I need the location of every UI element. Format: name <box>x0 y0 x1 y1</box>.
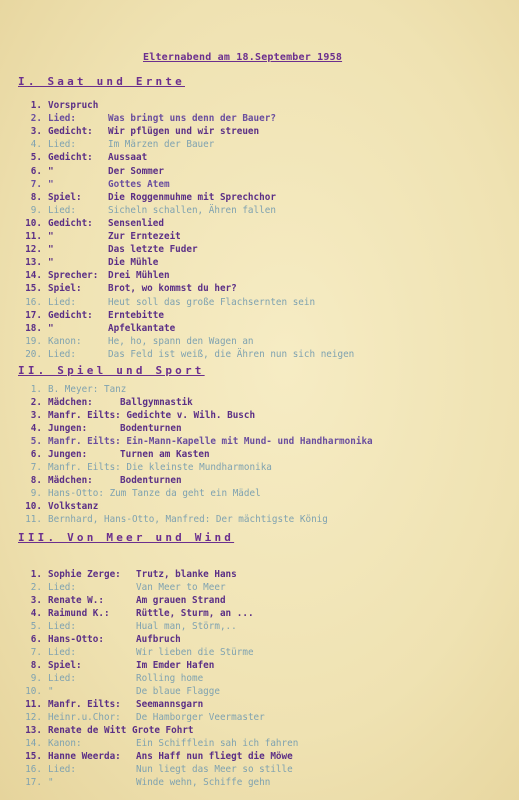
item-number: 3. <box>30 126 42 138</box>
program-item <box>0 323 519 335</box>
item-title: Die Mühle <box>108 257 159 269</box>
item-title: Heut soll das große Flachsernten sein <box>108 296 316 308</box>
item-performer: " <box>48 686 54 697</box>
item-title: He, ho, spann den Wagen an <box>108 335 254 347</box>
item-performer: Gedicht: <box>48 126 93 138</box>
program-item <box>0 488 519 500</box>
item-performer: Spiel: <box>48 660 82 671</box>
item-title: Der Sommer <box>108 165 164 177</box>
program-item <box>0 179 519 191</box>
item-number: 1. <box>30 100 42 111</box>
item-title: Winde wehn, Schiffe gehn <box>136 777 271 788</box>
item-performer: Manfr. Eilts: <box>48 699 121 710</box>
item-performer: Mädchen: <box>48 397 93 408</box>
item-title: Aussaat <box>108 152 148 164</box>
item-performer: Gedicht: <box>48 309 93 321</box>
program-item <box>0 270 519 282</box>
item-title: Die Roggenmuhme mit Sprechchor <box>108 191 276 203</box>
item-number: 9. <box>30 204 42 216</box>
program-item <box>0 231 519 243</box>
item-number: 3. <box>30 595 42 606</box>
item-title: Ballgymnastik <box>120 397 193 408</box>
item-number: 10. <box>25 686 42 697</box>
item-performer: " <box>48 244 54 256</box>
program-item <box>0 126 519 138</box>
item-number: 8. <box>30 191 42 203</box>
program-item <box>0 738 519 750</box>
item-performer: Lied: <box>48 764 76 775</box>
program-item <box>0 297 519 309</box>
item-performer: Vorspruch <box>48 100 99 111</box>
program-item <box>0 462 519 474</box>
item-number: 9. <box>30 673 42 684</box>
item-performer: " <box>48 257 54 269</box>
item-performer: Spiel: <box>48 283 82 295</box>
item-text: Renate de Witt Grote Fohrt <box>48 725 194 736</box>
item-text: Manfr. Eilts: Ein-Mann-Kapelle mit Mund- und Handharmonika <box>48 436 373 447</box>
program-item <box>0 310 519 322</box>
item-text: Bernhard, Hans-Otto, Manfred: Der mächtigste König <box>48 514 328 525</box>
item-number: 1. <box>30 384 42 395</box>
item-title: Hual man, Störm,.. <box>136 621 237 632</box>
item-performer: Lied: <box>48 113 76 125</box>
item-title: Bodenturnen <box>120 423 182 434</box>
program-item <box>0 514 519 526</box>
item-performer: Lied: <box>48 582 76 593</box>
item-performer: " <box>48 165 54 177</box>
item-number: 16. <box>25 296 42 308</box>
item-number: 12. <box>25 712 42 723</box>
item-number: 15. <box>25 283 42 295</box>
item-title: Das Feld ist weiß, die Ähren nun sich neigen <box>108 348 355 360</box>
item-text: B. Meyer: Tanz <box>48 384 127 395</box>
item-title: Aufbruch <box>136 634 181 645</box>
item-performer: Lied: <box>48 621 76 632</box>
item-title: Zur Erntezeit <box>108 231 181 242</box>
item-number: 15. <box>25 751 42 762</box>
item-title: Am grauen Strand <box>136 595 226 606</box>
item-number: 8. <box>30 660 42 671</box>
item-number: 2. <box>30 582 42 593</box>
item-performer: Lied: <box>48 139 76 151</box>
program-item <box>0 673 519 685</box>
item-number: 3. <box>30 410 42 421</box>
item-title: Ein Schifflein sah ich fahren <box>136 738 299 749</box>
item-title: Turnen am Kasten <box>120 449 210 460</box>
program-item <box>0 608 519 620</box>
item-text: Hans-Otto: Zum Tanze da geht ein Mädel <box>48 488 261 499</box>
item-performer: Lied: <box>48 348 76 360</box>
item-title: Im Märzen der Bauer <box>108 139 215 151</box>
item-performer: Heinr.u.Chor: <box>48 712 121 723</box>
item-performer: " <box>48 322 54 334</box>
program-item <box>0 349 519 361</box>
item-title: Gottes Atem <box>108 178 170 190</box>
page-title: Elternabend am 18.September 1958 <box>143 52 343 63</box>
item-number: 14. <box>25 270 42 282</box>
item-performer: Mädchen: <box>48 475 93 486</box>
item-number: 5. <box>30 621 42 632</box>
item-number: 18. <box>25 322 42 334</box>
item-number: 7. <box>30 178 42 190</box>
item-number: 14. <box>25 738 42 749</box>
item-number: 6. <box>30 449 42 460</box>
program-item <box>0 647 519 659</box>
item-number: 19. <box>25 335 42 347</box>
program-item <box>0 192 519 204</box>
item-title: Trutz, blanke Hans <box>136 569 237 580</box>
item-performer: Lied: <box>48 647 76 658</box>
item-performer: Sophie Zerge: <box>48 569 121 580</box>
item-title: Nun liegt das Meer so stille <box>136 764 293 775</box>
item-title: De Hamborger Veermaster <box>136 712 265 723</box>
item-number: 13. <box>25 725 42 736</box>
program-item <box>0 725 519 737</box>
item-number: 1. <box>30 569 42 580</box>
item-title: Sicheln schallen, Ähren fallen <box>108 204 276 216</box>
item-text: Volkstanz <box>48 501 99 512</box>
item-number: 8. <box>30 475 42 486</box>
item-title: De blaue Flagge <box>136 686 220 697</box>
item-number: 10. <box>25 501 42 512</box>
item-number: 7. <box>30 647 42 658</box>
section-heading-3: III. Von Meer und Wind <box>18 531 235 544</box>
item-performer: Kanon: <box>48 738 82 749</box>
item-performer: Raimund K.: <box>48 608 110 619</box>
item-performer: Gedicht: <box>48 152 93 164</box>
item-title: Im Emder Hafen <box>136 660 215 671</box>
item-title: Erntebitte <box>108 309 164 321</box>
item-title: Ans Haff nun fliegt die Möwe <box>136 751 293 762</box>
item-number: 7. <box>30 462 42 473</box>
program-item <box>0 423 519 435</box>
item-number: 11. <box>25 514 42 525</box>
item-text: Manfr. Eilts: Die kleinste Mundharmonika <box>48 462 272 473</box>
item-performer: " <box>48 231 54 242</box>
program-item <box>0 397 519 409</box>
item-number: 4. <box>30 608 42 619</box>
item-performer: Sprecher: <box>48 270 99 282</box>
item-number: 6. <box>30 634 42 645</box>
item-title: Wir pflügen und wir streuen <box>108 126 260 138</box>
item-number: 11. <box>25 699 42 710</box>
item-number: 17. <box>25 777 42 788</box>
program-item <box>0 660 519 672</box>
item-performer: Lied: <box>48 204 76 216</box>
program-item <box>0 139 519 151</box>
program-item <box>0 582 519 594</box>
program-item <box>0 449 519 461</box>
item-number: 11. <box>25 231 42 242</box>
program-item <box>0 686 519 698</box>
item-performer: Jungen: <box>48 449 88 460</box>
program-item <box>0 475 519 487</box>
item-title: Das letzte Fuder <box>108 244 198 256</box>
item-number: 5. <box>30 152 42 164</box>
item-text: Manfr. Eilts: Gedichte v. Wilh. Busch <box>48 410 256 421</box>
item-title: Sensenlied <box>108 217 164 229</box>
item-title: Drei Mühlen <box>108 270 170 282</box>
item-number: 9. <box>30 488 42 499</box>
program-item <box>0 218 519 230</box>
program-item <box>0 595 519 607</box>
program-item <box>0 244 519 256</box>
item-number: 2. <box>30 397 42 408</box>
program-item <box>0 283 519 295</box>
item-title: Wir lieben die Stürme <box>136 647 254 658</box>
item-title: Bodenturnen <box>120 475 182 486</box>
program-item <box>0 712 519 724</box>
item-title: Seemannsgarn <box>136 699 204 710</box>
program-item <box>0 152 519 164</box>
item-title: Van Meer to Meer <box>136 582 226 593</box>
item-title: Rüttle, Sturm, an ... <box>136 608 254 619</box>
program-item <box>0 621 519 633</box>
program-item <box>0 777 519 789</box>
item-number: 5. <box>30 436 42 447</box>
section-heading-1: I. Saat und Ernte <box>18 75 185 88</box>
program-item <box>0 257 519 269</box>
item-performer: Renate W.: <box>48 595 104 606</box>
item-performer: Gedicht: <box>48 217 93 229</box>
program-item <box>0 410 519 422</box>
item-performer: Spiel: <box>48 191 82 203</box>
item-number: 16. <box>25 764 42 775</box>
program-item <box>0 764 519 776</box>
item-performer: Hans-Otto: <box>48 634 104 645</box>
program-item <box>0 569 519 581</box>
item-title: Rolling home <box>136 673 204 684</box>
program-item <box>0 113 519 125</box>
program-item <box>0 436 519 448</box>
program-item <box>0 384 519 396</box>
item-number: 4. <box>30 139 42 151</box>
item-number: 20. <box>25 348 42 360</box>
program-item <box>0 634 519 646</box>
item-performer: " <box>48 777 54 788</box>
item-title: Apfelkantate <box>108 322 176 334</box>
program-item <box>0 751 519 763</box>
section-heading-2: II. Spiel und Sport <box>18 364 205 377</box>
item-number: 2. <box>30 113 42 125</box>
item-number: 12. <box>25 244 42 256</box>
program-item <box>0 501 519 513</box>
item-number: 17. <box>25 309 42 321</box>
item-title: Was bringt uns denn der Bauer? <box>108 113 276 125</box>
item-performer: Lied: <box>48 296 76 308</box>
item-title: Brot, wo kommst du her? <box>108 283 237 295</box>
program-item <box>0 699 519 711</box>
item-performer: Jungen: <box>48 423 88 434</box>
item-performer: Kanon: <box>48 335 82 347</box>
item-number: 10. <box>25 217 42 229</box>
item-number: 13. <box>25 257 42 269</box>
program-item <box>0 166 519 178</box>
item-number: 4. <box>30 423 42 434</box>
item-number: 6. <box>30 165 42 177</box>
item-performer: Hanne Weerda: <box>48 751 121 762</box>
item-performer: " <box>48 178 54 190</box>
program-item <box>0 336 519 348</box>
program-item <box>0 100 519 112</box>
item-performer: Lied: <box>48 673 76 684</box>
program-item <box>0 205 519 217</box>
